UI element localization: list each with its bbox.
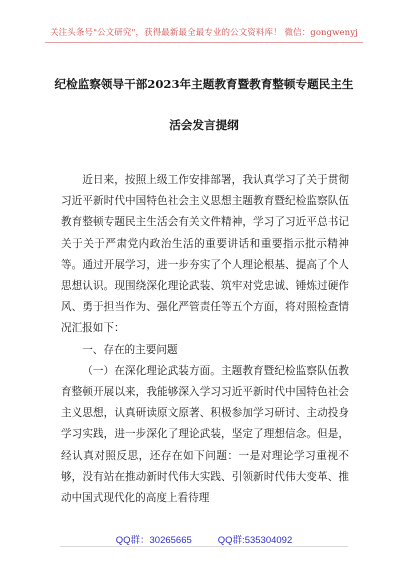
intro-paragraph: 近日来，按照上级工作安排部署，我认真学习了关于贯彻习近平新时代中国特色社会主义思想主题教育暨纪检监察队伍教育整顿专题民主生活会有关文件精神，学习了习近平总书记关于关于严肃党内政治生活的重要讲话和重要指示批示精神等。通过开展学习，进一步夯实了个人理论根基、提高了个人思想认识。现围绕深化理论武装、筑牢对党忠诚、锤炼过硬作风、勇于担当作为、强化严管责任等五个方面，将对照检查情况汇报如下：	[61, 174, 349, 335]
section-heading-main-problems: 一、存在的主要问题	[82, 343, 178, 356]
footer-contact	[0, 532, 408, 546]
theory-armament-paragraph: （一）在深化理论武装方面。主题教育暨纪检监察队伍教育整顿开展以来，我能够深入学习习近平新时代中国特色社会主义思想，认真研读原文原著、积极参加学习研讨、主动投身学习实践，进一步深化了理论武装，坚定了理想信念。但是，经认真对照反思，还存在如下问题：一是对理论学习重视不够，没有站在推动新时代伟大实践、引领新时代伟大变革、推动中国式现代化的高度上看待理	[61, 364, 349, 505]
footer-qq-group-2: QQ群:535304092	[217, 535, 293, 546]
document-body	[61, 170, 349, 509]
document-title-line-2: 活会发言提纲	[169, 118, 239, 132]
footer-divider	[60, 546, 348, 547]
header-notice: 关注头条号"公文研究"，获得最新最全最专业的公文资料库！ 微信：gongwenyj	[50, 28, 358, 38]
header-divider	[45, 42, 363, 43]
document-title-line-1: 纪检监察领导干部2023年主题教育暨教育整顿专题民主生	[54, 77, 354, 91]
footer-qq-group-1: QQ群：30265665	[115, 535, 192, 546]
